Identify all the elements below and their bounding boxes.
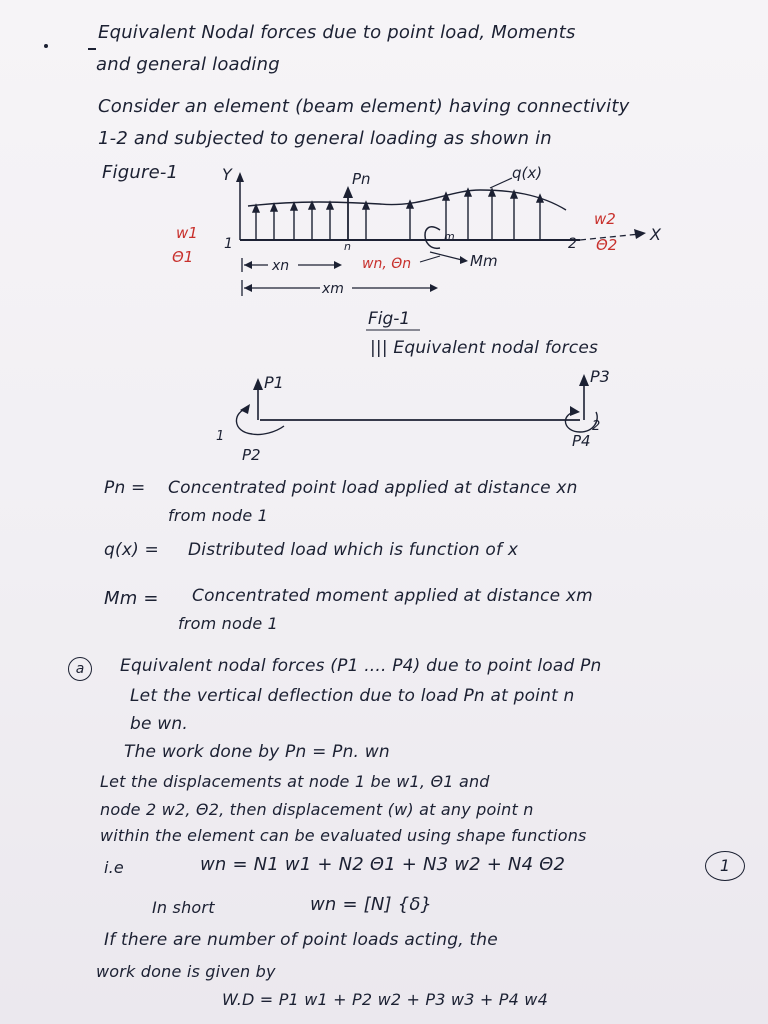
intro-line-2: 1-2 and subjected to general loading as shown in xyxy=(98,128,552,149)
section-a-line-4: Let the displacements at node 1 be w1, Θ1 and xyxy=(100,772,490,791)
x-axis-arrowhead xyxy=(634,229,646,239)
y-axis-arrowhead xyxy=(236,172,244,182)
fig2-node-1-label: 1 xyxy=(216,429,225,444)
in-short-label: In short xyxy=(152,898,215,917)
y-axis-label: Y xyxy=(222,165,232,184)
heading-line-1: Equivalent Nodal forces due to point load, Moments xyxy=(98,22,576,43)
wn-thetan-label: wn, Θn xyxy=(362,256,412,272)
x-axis-label: X xyxy=(650,225,661,244)
theta1-label: Θ1 xyxy=(172,248,194,266)
intro-line-1: Consider an element (beam element) having connectivity xyxy=(98,96,630,117)
figure-2-title: ||| Equivalent nodal forces xyxy=(370,338,599,358)
section-a-line-9: work done is given by xyxy=(96,962,276,981)
def-mm-symbol: Mm = xyxy=(104,588,159,609)
node-2-label: 2 xyxy=(568,236,577,252)
section-a-marker: a xyxy=(68,657,92,681)
section-a-line-8: If there are number of point loads acting, the xyxy=(104,930,498,950)
qx-label: q(x) xyxy=(512,164,543,182)
figure-2-nodal-forces-diagram xyxy=(0,360,768,470)
mm-label: Mm xyxy=(470,252,498,270)
xn-arrow-right xyxy=(334,261,342,269)
def-qx-text: Distributed load which is function of x xyxy=(188,540,519,560)
section-a-line-1: Let the vertical deflection due to load Pn at point n xyxy=(130,686,575,706)
section-a-title: Equivalent nodal forces (P1 .... P4) due to point load Pn xyxy=(120,656,602,676)
xn-label: xn xyxy=(272,258,290,274)
n-point-label: n xyxy=(344,240,351,253)
distributed-load-arrows xyxy=(253,189,543,240)
w2-label: w2 xyxy=(594,210,616,228)
equation-1-number: 1 xyxy=(705,851,745,881)
bullet-dot xyxy=(44,44,48,48)
moment-leader xyxy=(430,252,462,260)
p1-arrowhead xyxy=(253,378,263,390)
figure-1-caption: Fig-1 xyxy=(368,309,411,329)
dash-mark xyxy=(88,48,96,50)
p3-label: P3 xyxy=(590,367,610,386)
p1-label: P1 xyxy=(264,373,284,392)
short-equation: wn = [N] {δ} xyxy=(310,894,433,915)
equation-1: wn = N1 w1 + N2 Θ1 + N3 w2 + N4 Θ2 xyxy=(200,854,566,875)
pn-label: Pn xyxy=(352,170,371,188)
xm-label: xm xyxy=(322,281,344,297)
xm-arrow-right xyxy=(430,284,438,292)
node-1-label: 1 xyxy=(224,236,233,252)
qx-leader xyxy=(490,178,512,188)
p4-label: P4 xyxy=(572,432,591,450)
theta2-label: Θ2 xyxy=(596,236,618,254)
p4-moment-arrowhead xyxy=(570,406,580,416)
wn-arrow xyxy=(420,256,440,262)
p2-label: P2 xyxy=(242,446,261,464)
xm-arrow-left xyxy=(244,284,252,292)
figure-1-beam-diagram xyxy=(0,160,768,340)
w1-label: w1 xyxy=(176,224,198,242)
heading-line-2: and general loading xyxy=(96,54,280,75)
def-mm-text: Concentrated moment applied at distance xm xyxy=(192,586,593,606)
section-a-line-2: be wn. xyxy=(130,714,188,734)
section-a-line-6: within the element can be evaluated using shape functions xyxy=(100,826,587,845)
def-mm-text-2: from node 1 xyxy=(178,614,279,633)
p2-moment-arc xyxy=(236,408,284,435)
work-done-equation: W.D = P1 w1 + P2 w2 + P3 w3 + P4 w4 xyxy=(222,990,548,1009)
def-pn-symbol: Pn = xyxy=(104,478,146,498)
p3-arrowhead xyxy=(579,374,589,386)
def-qx-symbol: q(x) = xyxy=(104,540,159,560)
section-a-line-3: The work done by Pn = Pn. wn xyxy=(124,742,390,762)
section-a-ie-prefix: i.e xyxy=(104,858,124,877)
p2-moment-arrowhead xyxy=(240,404,250,414)
section-a-line-5: node 2 w2, Θ2, then displacement (w) at any point n xyxy=(100,800,534,819)
moment-arc xyxy=(425,227,440,249)
def-pn-text: Concentrated point load applied at distance xn xyxy=(168,478,578,498)
xn-arrow-left xyxy=(244,261,252,269)
m-point-label: m xyxy=(444,230,455,243)
fig2-node-2-label: 2 xyxy=(592,419,601,434)
def-pn-text-2: from node 1 xyxy=(168,506,269,525)
moment-arrowhead xyxy=(460,256,468,264)
intro-line-3: Figure-1 xyxy=(102,162,179,183)
